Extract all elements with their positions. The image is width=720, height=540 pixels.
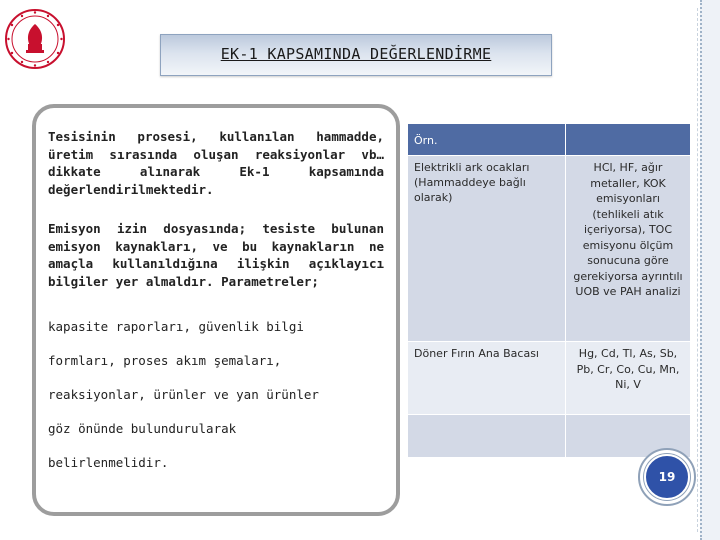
ministry-seal-icon [4, 8, 66, 70]
table-header-cell [566, 124, 691, 156]
table-cell: Döner Fırın Ana Bacası [408, 342, 566, 415]
frame-divider [696, 8, 698, 532]
content-box [32, 104, 400, 516]
emission-body: tesiste bulunan emisyon kaynakları, ve bu kaynakların ne amaçla kullanıldığına ilişkin açıklayıcı bilgiler yer almaldır. [48, 221, 384, 289]
table-cell: Hg, Cd, Tl, As, Sb, Pb, Cr, Co, Cu, Mn, Ni, V [566, 342, 691, 415]
emission-lead: Emisyon izin dosyasında; [48, 221, 247, 236]
table-cell: HCl, HF, ağır metaller, KOK emisyonları (tehlikeli atık içeriyorsa), TOC emisyonu ölçüm sonucuna göre gerekiyorsa ayrıntılı UOB ve PAH analizi [566, 156, 691, 342]
page-title: EK-1 KAPSAMINDA DEĞERLENDİRME [220, 45, 492, 63]
table-row [408, 342, 691, 415]
doc-line: göz önünde bulundurularak [48, 421, 237, 436]
page-number-badge [638, 448, 696, 506]
intro-paragraph: Tesisinin prosesi, kullanılan hammadde, üretim sırasında oluşan reaksiyonlar vb… dikkate alınarak Ek-1 kapsamında değerlendirilmektedir. [48, 129, 384, 197]
table-cell [408, 415, 566, 458]
table-row [408, 156, 691, 342]
content-text [48, 128, 384, 480]
table-cell: Elektrikli ark ocakları (Hammaddeye bağlı olarak) [408, 156, 566, 342]
doc-line: reaksiyonlar, ürünler ve yan ürünler [48, 387, 319, 402]
table-header-row [408, 124, 691, 156]
doc-line: belirlenmelidir. [48, 455, 169, 470]
example-table [407, 123, 691, 458]
table-header-cell: Örn. [408, 124, 566, 156]
doc-line: formları, proses akım şemaları, [48, 353, 282, 368]
right-decoration-strip [700, 0, 720, 540]
page-number: 19 [644, 454, 690, 500]
doc-line: kapasite raporları, güvenlik bilgi [48, 319, 304, 334]
parameters-label: Parametreler; [221, 273, 319, 289]
table-row [408, 415, 691, 458]
title-bar [160, 34, 552, 76]
emission-paragraph [48, 220, 384, 290]
